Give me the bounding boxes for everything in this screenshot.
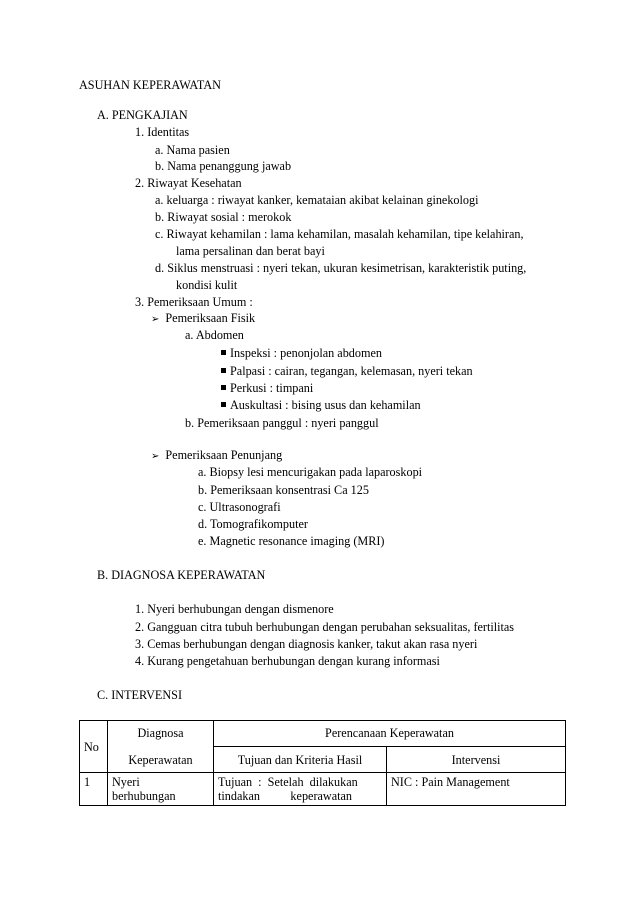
- riwayat-label: 2. Riwayat Kesehatan: [135, 176, 242, 190]
- riwayat-d-line1: d. Siklus menstruasi : nyeri tekan, ukuran kesimetrisan, karakteristik puting,: [155, 261, 527, 275]
- diagnosa-header: Diagnosa: [108, 721, 214, 747]
- penunjang-item: c. Ultrasonografi: [198, 500, 281, 514]
- identitas-b: b. Nama penanggung jawab: [155, 159, 292, 173]
- identitas-a: a. Nama pasien: [155, 143, 230, 157]
- riwayat-c-line1: c. Riwayat kehamilan : lama kehamilan, masalah kehamilan, tipe kelahiran,: [155, 227, 524, 241]
- row-intervensi: NIC : Pain Management: [387, 773, 566, 806]
- row-no: 1: [80, 773, 108, 806]
- abdomen-item: Auskultasi : bising usus dan kehamilan: [221, 398, 421, 412]
- intervensi-header: Intervensi: [387, 747, 566, 773]
- abdomen-item: Inspeksi : penonjolan abdomen: [221, 346, 382, 360]
- riwayat-c-line2: lama persalinan dan berat bayi: [176, 244, 325, 258]
- section-c-heading: C. INTERVENSI: [97, 688, 183, 702]
- arrow-bullet-icon: ➢: [151, 451, 160, 462]
- pemeriksaan-penunjang-label: Pemeriksaan Penunjang: [165, 448, 283, 462]
- abdomen-item: Perkusi : timpani: [221, 381, 313, 395]
- pemeriksaan-umum-label: 3. Pemeriksaan Umum :: [135, 295, 253, 309]
- pemeriksaan-fisik-label: Pemeriksaan Fisik: [165, 311, 256, 325]
- section-a-heading: A. PENGKAJIAN: [97, 108, 188, 122]
- penunjang-item: a. Biopsy lesi mencurigakan pada laparoskopi: [198, 465, 423, 479]
- penunjang-item: d. Tomografikomputer: [198, 517, 308, 531]
- penunjang-item: b. Pemeriksaan konsentrasi Ca 125: [198, 483, 369, 497]
- pemeriksaan-penunjang-item: [151, 448, 282, 464]
- square-bullet-icon: [221, 402, 226, 407]
- table-row: [80, 773, 566, 806]
- keperawatan-header: Keperawatan: [108, 747, 214, 773]
- riwayat-d-line2: kondisi kulit: [176, 278, 238, 292]
- pemeriksaan-fisik-item: [151, 311, 255, 327]
- identitas-label: 1. Identitas: [135, 125, 190, 139]
- row-diagnosa: Nyeri berhubungan: [108, 773, 214, 806]
- diagnosa-item: 4. Kurang pengetahuan berhubungan dengan kurang informasi: [135, 654, 440, 668]
- arrow-bullet-icon: ➢: [151, 314, 160, 325]
- panggul-label: b. Pemeriksaan panggul : nyeri panggul: [185, 416, 379, 430]
- no-header: No: [80, 721, 108, 773]
- perencanaan-header: Perencanaan Keperawatan: [214, 721, 566, 747]
- diagnosa-item: 2. Gangguan citra tubuh berhubungan dengan perubahan seksualitas, fertilitas: [135, 620, 515, 634]
- abdomen-item: Palpasi : cairan, tegangan, kelemasan, nyeri tekan: [221, 364, 473, 378]
- riwayat-b: b. Riwayat sosial : merokok: [155, 210, 292, 224]
- section-b-heading: B. DIAGNOSA KEPERAWATAN: [97, 568, 266, 582]
- doc-title: ASUHAN KEPERAWATAN: [79, 78, 221, 92]
- square-bullet-icon: [221, 350, 226, 355]
- row-tujuan: Tujuan : Setelah dilakukan tindakan keperawatan: [214, 773, 387, 806]
- intervensi-table: [79, 720, 566, 806]
- diagnosa-item: 1. Nyeri berhubungan dengan dismenore: [135, 602, 334, 616]
- diagnosa-item: 3. Cemas berhubungan dengan diagnosis kanker, takut akan rasa nyeri: [135, 637, 478, 651]
- abdomen-label: a. Abdomen: [185, 328, 244, 342]
- square-bullet-icon: [221, 385, 226, 390]
- riwayat-a: a. keluarga : riwayat kanker, kemataian akibat kelainan ginekologi: [155, 193, 479, 207]
- square-bullet-icon: [221, 368, 226, 373]
- tujuan-header: Tujuan dan Kriteria Hasil: [214, 747, 387, 773]
- penunjang-item: e. Magnetic resonance imaging (MRI): [198, 534, 385, 548]
